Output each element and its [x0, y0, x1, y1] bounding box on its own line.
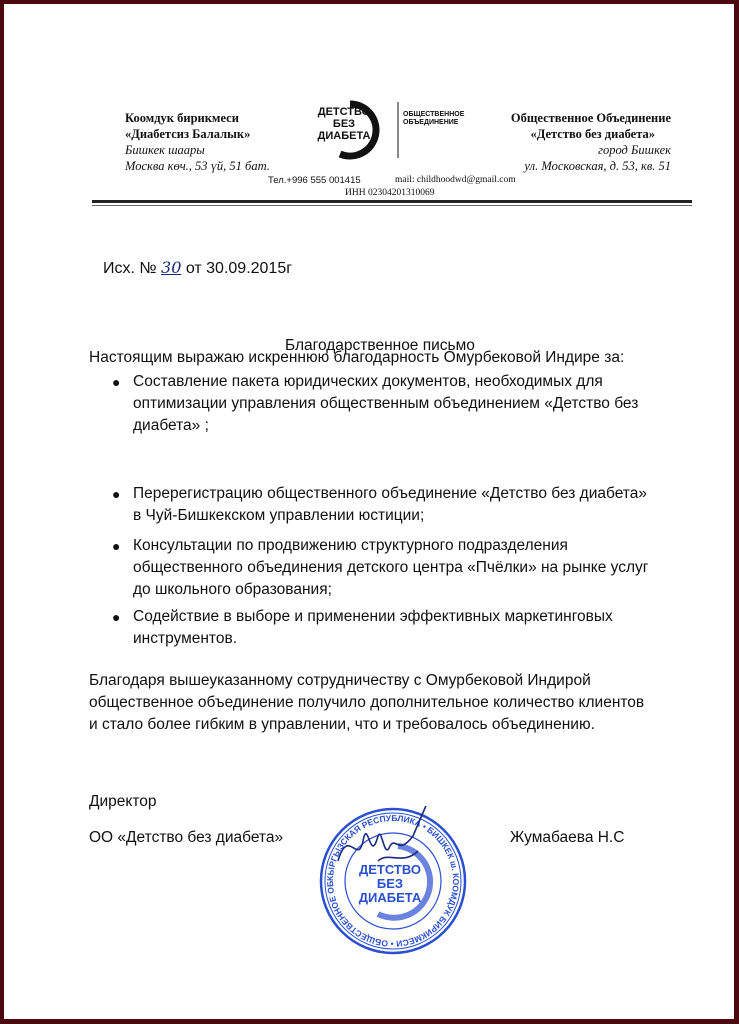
bullet-item	[133, 535, 648, 601]
header-left	[125, 110, 270, 174]
bullet-line: до школьного образования;	[133, 581, 332, 598]
reference	[103, 257, 292, 280]
logo-side	[403, 111, 464, 127]
letter-title: Благодарственное письмо	[285, 337, 475, 354]
logo	[300, 98, 410, 160]
signature-position: Директор	[89, 793, 157, 810]
email: mail: childhoodwd@gmail.com	[395, 175, 516, 185]
phone: Тел.+996 555 001415	[268, 175, 361, 186]
header-left-line: Москва көч., 53 үй, 51 бат.	[125, 159, 270, 173]
logo-side-text: ОБЩЕСТВЕННОЕ	[403, 111, 465, 118]
signature-name: Жумабаева Н.С	[510, 829, 625, 846]
bullet-item	[133, 606, 613, 650]
bullet-item	[133, 371, 638, 437]
inn: ИНН 02304201310069	[345, 188, 435, 198]
bullet-line: инструментов.	[133, 630, 238, 647]
header-left-line: «Диабетсиз Балалык»	[125, 127, 251, 141]
paragraph-line: и стало более гибким в управлении, что и требовалось объединению.	[89, 716, 595, 733]
logo-side-text: ОБЪЕДИНЕНИЕ	[403, 119, 459, 126]
intro: Настоящим выражаю искреннюю благодарность Омурбековой Индире за:	[89, 349, 625, 366]
bullet-line: оптимизации управления общественным объединением «Детство без	[133, 395, 639, 412]
header-right-line: Общественное Объединение	[510, 111, 671, 125]
paragraph-line: Благодаря вышеуказанному сотрудничеству с Омурбековой Индирой	[89, 672, 591, 689]
logo-text: ДИАБЕТА	[317, 130, 371, 142]
header-right-line: ул. Московская, д. 53, кв. 51	[524, 159, 671, 173]
header-right-line: «Детство без диабета»	[530, 127, 655, 141]
bullet-line: Составление пакета юридических документов, необходимых для	[133, 373, 603, 390]
bullet-line: Содействие в выборе и применении эффективных маркетинговых	[133, 608, 613, 625]
header-rule	[92, 205, 692, 206]
bullet-line: Перерегистрацию общественного объединение «Детство без диабета»	[133, 485, 647, 502]
logo-text: ДЕТСТВО	[317, 106, 371, 118]
ref-suffix: от 30.09.2015г	[185, 260, 293, 277]
stamp-text: ДИАБЕТА	[358, 890, 422, 905]
bullet-line: общественного объединения детского центра «Пчёлки» на рынке услуг	[133, 559, 649, 576]
stamp	[318, 806, 468, 956]
bullet-icon: ●	[112, 609, 121, 625]
ref-number: 30	[161, 258, 182, 277]
stamp-seal-icon	[318, 806, 468, 956]
bullet-line: Консультации по продвижению структурного подразделения	[133, 537, 568, 554]
header-left-line: Коомдук бирикмеси	[125, 111, 239, 125]
header-right	[511, 110, 671, 174]
header-right-line: город Бишкек	[598, 143, 671, 157]
bullet-icon: ●	[112, 538, 121, 554]
bullet-item	[133, 483, 647, 527]
signature-org: ОО «Детство без диабета»	[89, 829, 284, 846]
bullet-line: диабета» ;	[133, 417, 209, 434]
header-left-line: Бишкек шаары	[125, 143, 205, 157]
paragraph-line: общественное объединение получило дополнительное количество клиентов	[89, 694, 645, 711]
bullet-icon: ●	[112, 486, 121, 502]
stamp-ring-text: КЫРГЫЗСКАЯ РЕСПУБЛИКА • БИШКЕК ш. КООМДУК БИРИКМЕСИ • ОБЩЕСТВЕННОЕ ОБ	[324, 812, 462, 950]
logo-text: БЕЗ	[332, 118, 356, 130]
bullet-icon: ●	[112, 374, 121, 390]
ref-prefix: Исх. №	[103, 260, 157, 277]
header-rule	[92, 200, 692, 203]
bullet-line: в Чуй-Бишкекском управлении юстиции;	[133, 507, 425, 524]
closing-paragraph	[89, 670, 644, 736]
stamp-text: БЕЗ	[376, 876, 404, 891]
stamp-text: ДЕТСТВО	[358, 862, 422, 877]
